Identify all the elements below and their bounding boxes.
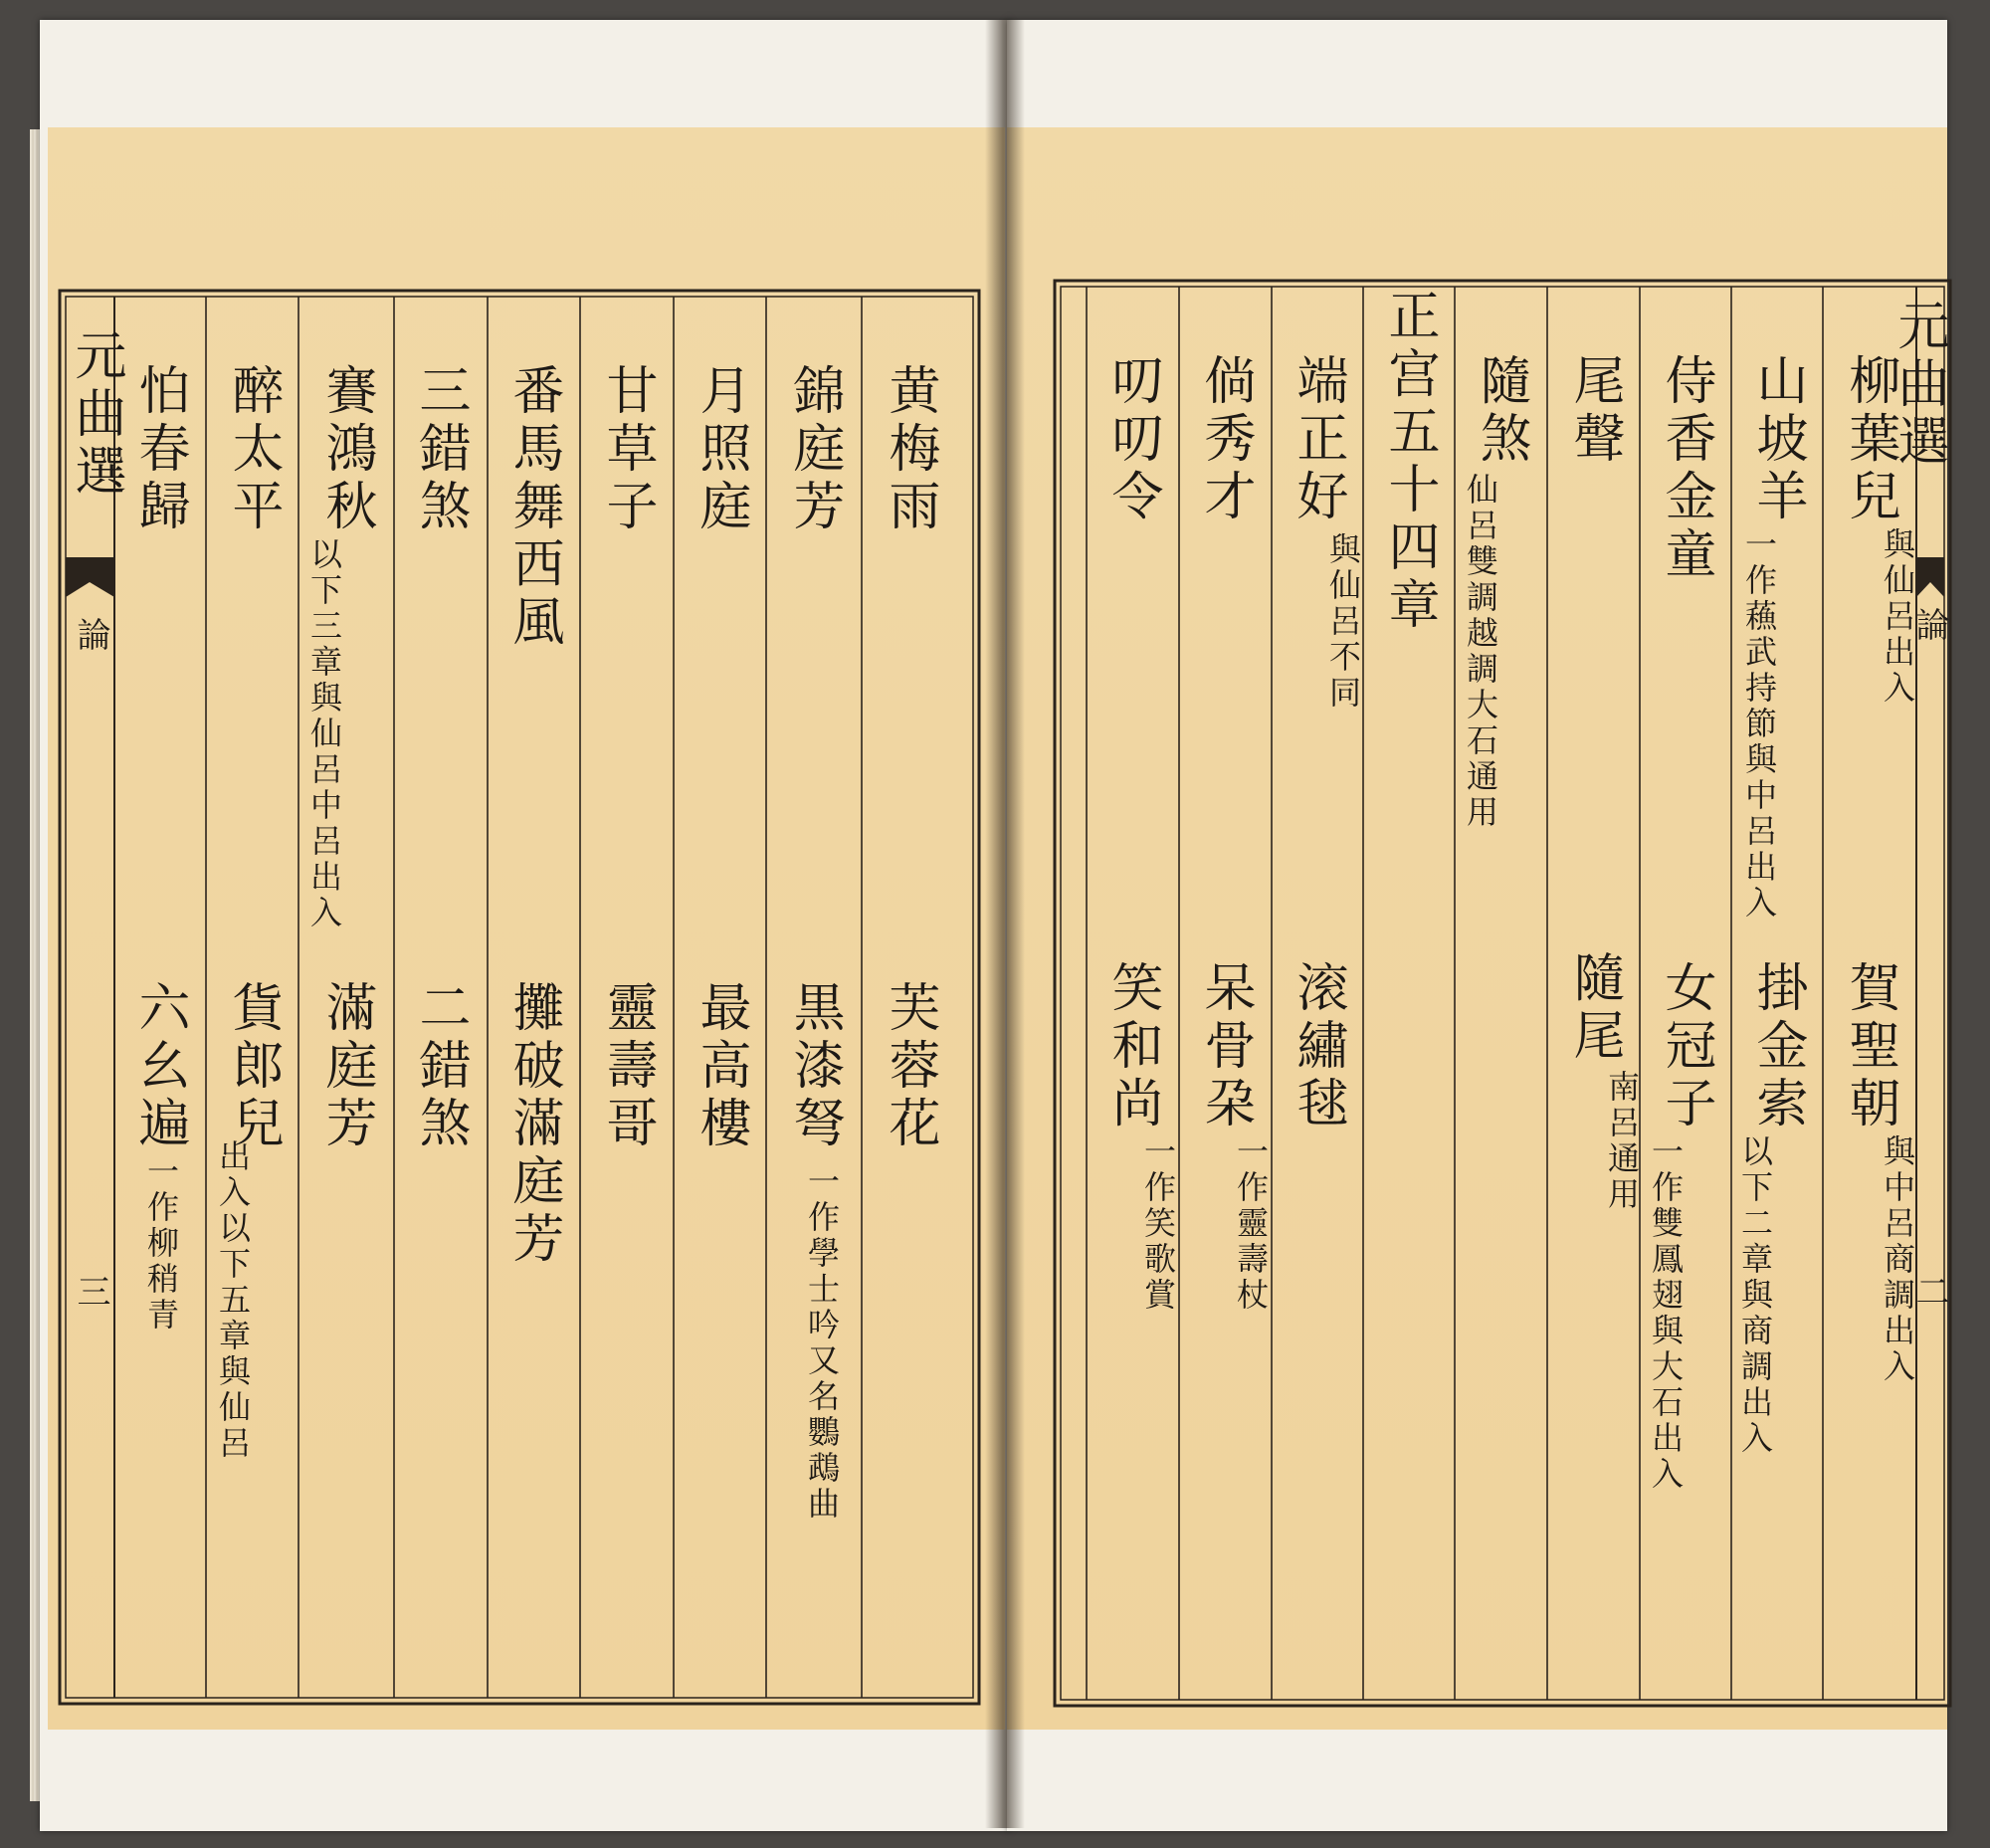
left-col-9-note: 一作柳稍青: [142, 1154, 180, 1334]
left-col-6-lower: 二錯煞: [410, 980, 470, 1153]
left-page-number: 三: [71, 1274, 110, 1312]
right-col-8-lower: 呆骨朶: [1195, 960, 1255, 1133]
right-col-2-lower-note: 以下二章與商調出入: [1736, 1134, 1774, 1457]
right-col-7-upper: 端正好: [1288, 353, 1347, 526]
left-col-4-upper: 甘草子: [597, 363, 657, 536]
right-col-1-lower: 賀聖朝: [1840, 960, 1899, 1133]
left-col-1-lower: 芙蓉花: [880, 980, 939, 1153]
left-col-8-note: 出入以下五章與仙呂: [214, 1139, 252, 1462]
right-col-3-lower-note: 一作雙鳳翅與大石出入: [1647, 1134, 1685, 1493]
left-col-3-upper: 月照庭: [691, 363, 750, 536]
right-col-1-upper: 柳葉兒: [1840, 353, 1899, 526]
left-col-7-lower: 滿庭芳: [316, 980, 376, 1153]
right-col-6-upper: 正宫五十四章: [1379, 289, 1439, 635]
left-col-6-upper: 三錯煞: [410, 363, 470, 536]
left-col-1-upper: 黄梅雨: [880, 363, 939, 536]
right-col-5-upper: 隨煞: [1471, 353, 1530, 469]
left-col-8-upper: 醉太平: [223, 363, 283, 536]
right-col-1-upper-note: 與仙呂出入: [1879, 527, 1916, 707]
right-chapter-label: 論: [1909, 607, 1949, 645]
left-chapter-label: 論: [71, 617, 110, 655]
left-col-8-lower: 貨郎兒: [223, 980, 283, 1153]
right-col-2-upper-note: 一作蘓武持節與中呂出入: [1740, 527, 1778, 922]
left-running-title: 元曲選: [66, 328, 125, 502]
left-col-7-upper: 賽鴻秋: [316, 363, 376, 536]
right-col-1-lower-note: 與中呂商調出入: [1879, 1134, 1916, 1385]
left-col-5-lower: 攤破滿庭芳: [503, 980, 563, 1269]
right-col-8-upper: 倘秀才: [1195, 353, 1255, 526]
left-col-9-lower: 六幺遍: [129, 980, 189, 1153]
right-running-title: 元曲選: [1889, 299, 1948, 472]
right-col-9-lower-note: 一作笑歌賞: [1139, 1134, 1177, 1314]
right-col-5-upper-note: 仙呂雙調越調大石通用: [1462, 473, 1499, 831]
right-col-8-lower-note: 一作靈壽杖: [1232, 1134, 1270, 1314]
right-col-3-upper: 侍香金童: [1656, 353, 1715, 584]
left-col-9-upper: 怕春歸: [129, 363, 189, 536]
right-col-4-lower: 隨尾: [1564, 950, 1624, 1066]
right-page-number: 二: [1909, 1274, 1949, 1312]
right-col-7-lower: 滚繡毬: [1288, 960, 1347, 1133]
left-col-2-lower: 黒漆弩: [784, 980, 844, 1153]
right-col-3-lower: 女冠子: [1656, 960, 1715, 1133]
right-col-4-upper: 尾聲: [1564, 353, 1624, 469]
right-col-2-lower: 掛金索: [1747, 960, 1807, 1133]
left-col-5-upper: 番馬舞西風: [503, 363, 563, 652]
right-col-9-lower: 笑和尚: [1102, 960, 1162, 1133]
right-col-7-upper-note: 與仙呂不同: [1324, 532, 1362, 712]
left-col-2-upper: 錦庭芳: [784, 363, 844, 536]
right-col-9-upper: 叨叨令: [1102, 353, 1162, 526]
left-col-4-lower: 靈壽哥: [597, 980, 657, 1153]
left-col-3-lower: 最高樓: [691, 980, 750, 1153]
right-col-4-lower-note: 南呂通用: [1603, 1070, 1641, 1213]
left-col-7-note: 以下三章與仙呂中呂出入: [305, 537, 343, 931]
right-col-2-upper: 山坡羊: [1747, 353, 1807, 526]
left-col-2-note: 一作學士吟又名鸚鵡曲: [803, 1164, 841, 1523]
